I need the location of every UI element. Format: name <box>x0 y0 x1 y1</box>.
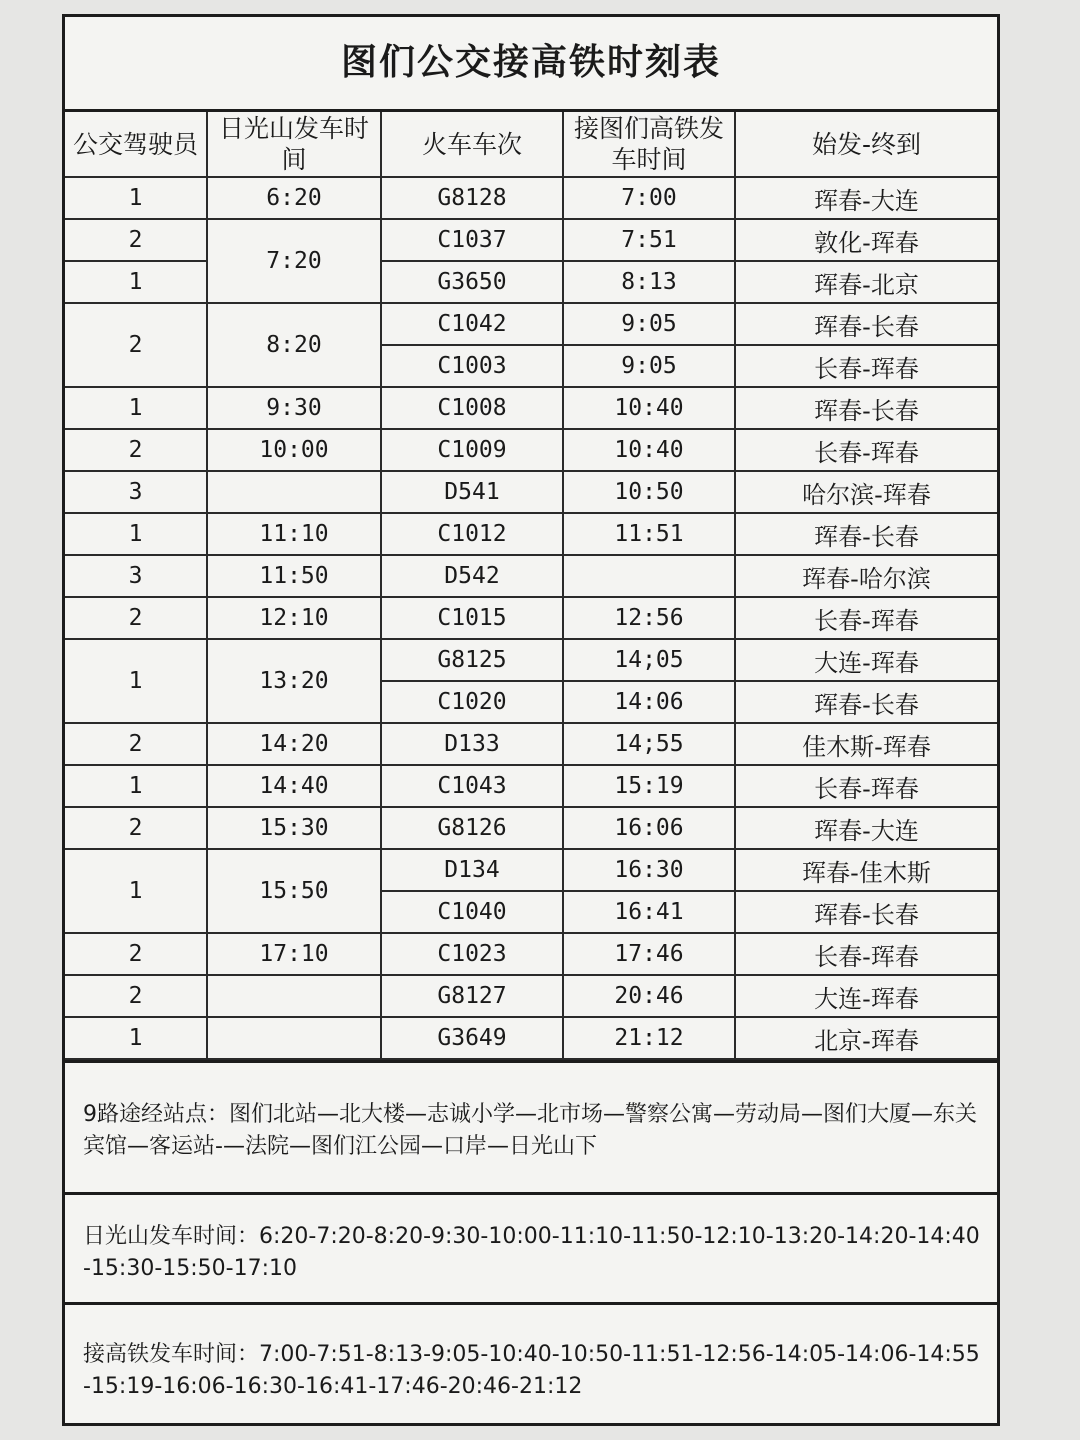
departure-times-summary: 日光山发车时间：6:20-7:20-8:20-9:30-10:00-11:10-11:50-12:10-13:20-14:20-14:40-15:30-15:50-17:10 <box>65 1192 997 1302</box>
page-title: 图们公交接高铁时刻表 <box>65 17 997 112</box>
pickup-times-summary: 接高铁发车时间：7:00-7:51-8:13-9:05-10:40-10:50-11:51-12:56-14:05-14:06-14:55-15:19-16:06-16:30-16:41-17:46-20:46-21:12 <box>65 1302 997 1403</box>
header-driver: 公交驾驶员 <box>65 112 207 177</box>
driver-cell: 2 <box>65 807 207 849</box>
depart-cell: 14:20 <box>207 723 381 765</box>
route-cell: 珲春-哈尔滨 <box>735 555 997 597</box>
driver-cell: 2 <box>65 933 207 975</box>
route-cell: 佳木斯-珲春 <box>735 723 997 765</box>
table-row <box>65 639 997 681</box>
driver-cell: 1 <box>65 261 207 303</box>
depart-cell <box>207 471 381 513</box>
train-cell: G8128 <box>381 177 563 219</box>
depart-cell: 9:30 <box>207 387 381 429</box>
train-cell: D133 <box>381 723 563 765</box>
train-cell: C1020 <box>381 681 563 723</box>
depart-cell: 11:10 <box>207 513 381 555</box>
driver-cell: 2 <box>65 723 207 765</box>
table-row <box>65 387 997 429</box>
train-cell: C1008 <box>381 387 563 429</box>
route-cell: 大连-珲春 <box>735 639 997 681</box>
pickup-cell: 14;05 <box>563 639 735 681</box>
table-row <box>65 177 997 219</box>
driver-cell: 1 <box>65 513 207 555</box>
pickup-cell: 10:40 <box>563 429 735 471</box>
train-cell: G3650 <box>381 261 563 303</box>
driver-cell: 1 <box>65 387 207 429</box>
depart-cell: 7:20 <box>207 219 381 303</box>
schedule-table <box>65 112 997 1060</box>
route-cell: 长春-珲春 <box>735 933 997 975</box>
train-cell: C1040 <box>381 891 563 933</box>
pickup-cell: 20:46 <box>563 975 735 1017</box>
driver-cell: 1 <box>65 765 207 807</box>
table-row <box>65 849 997 891</box>
train-cell: G8126 <box>381 807 563 849</box>
route-9-stops: 9路途经站点：图们北站—北大楼—志诚小学—北市场—警察公寓—劳动局—图们大厦—东关宾馆—客运站-—法院—图们江公园—口岸—日光山下 <box>65 1060 997 1192</box>
train-cell: C1042 <box>381 303 563 345</box>
header-pickup: 接图们高铁发车时间 <box>563 112 735 177</box>
driver-cell: 3 <box>65 555 207 597</box>
route-cell: 珲春-大连 <box>735 177 997 219</box>
header-train: 火车车次 <box>381 112 563 177</box>
driver-cell: 3 <box>65 471 207 513</box>
pickup-cell: 7:51 <box>563 219 735 261</box>
table-row <box>65 597 997 639</box>
table-row <box>65 219 997 261</box>
train-cell: C1023 <box>381 933 563 975</box>
pickup-cell: 12:56 <box>563 597 735 639</box>
table-row <box>65 555 997 597</box>
driver-cell: 1 <box>65 1017 207 1059</box>
route-cell: 长春-珲春 <box>735 345 997 387</box>
driver-cell: 1 <box>65 849 207 933</box>
depart-cell: 14:40 <box>207 765 381 807</box>
timetable-sheet <box>62 14 1000 1426</box>
route-cell: 珲春-长春 <box>735 387 997 429</box>
driver-cell: 2 <box>65 219 207 261</box>
train-cell: C1037 <box>381 219 563 261</box>
route-cell: 珲春-北京 <box>735 261 997 303</box>
table-row <box>65 513 997 555</box>
table-row <box>65 723 997 765</box>
route-cell: 珲春-长春 <box>735 303 997 345</box>
route-cell: 长春-珲春 <box>735 765 997 807</box>
pickup-cell <box>563 555 735 597</box>
driver-cell: 2 <box>65 303 207 387</box>
train-cell: G3649 <box>381 1017 563 1059</box>
header-depart: 日光山发车时间 <box>207 112 381 177</box>
route-cell: 珲春-长春 <box>735 681 997 723</box>
table-row <box>65 303 997 345</box>
route-cell: 珲春-大连 <box>735 807 997 849</box>
table-row <box>65 765 997 807</box>
route-cell: 大连-珲春 <box>735 975 997 1017</box>
train-cell: D134 <box>381 849 563 891</box>
train-cell: D542 <box>381 555 563 597</box>
train-cell: C1043 <box>381 765 563 807</box>
driver-cell: 2 <box>65 429 207 471</box>
table-row <box>65 975 997 1017</box>
depart-cell <box>207 975 381 1017</box>
depart-cell: 8:20 <box>207 303 381 387</box>
depart-cell: 15:30 <box>207 807 381 849</box>
pickup-cell: 14;55 <box>563 723 735 765</box>
route-cell: 长春-珲春 <box>735 597 997 639</box>
train-cell: C1003 <box>381 345 563 387</box>
train-cell: G8127 <box>381 975 563 1017</box>
depart-cell <box>207 1017 381 1059</box>
train-cell: D541 <box>381 471 563 513</box>
route-cell: 哈尔滨-珲春 <box>735 471 997 513</box>
pickup-cell: 14:06 <box>563 681 735 723</box>
table-row <box>65 429 997 471</box>
depart-cell: 11:50 <box>207 555 381 597</box>
pickup-cell: 11:51 <box>563 513 735 555</box>
pickup-cell: 9:05 <box>563 345 735 387</box>
table-row <box>65 261 997 303</box>
driver-cell: 2 <box>65 597 207 639</box>
route-cell: 敦化-珲春 <box>735 219 997 261</box>
table-row <box>65 807 997 849</box>
driver-cell: 1 <box>65 177 207 219</box>
train-cell: C1009 <box>381 429 563 471</box>
pickup-cell: 15:19 <box>563 765 735 807</box>
depart-cell: 17:10 <box>207 933 381 975</box>
table-header-row <box>65 112 997 177</box>
route-cell: 珲春-长春 <box>735 891 997 933</box>
driver-cell: 1 <box>65 639 207 723</box>
depart-cell: 10:00 <box>207 429 381 471</box>
table-row <box>65 933 997 975</box>
pickup-cell: 10:50 <box>563 471 735 513</box>
depart-cell: 12:10 <box>207 597 381 639</box>
pickup-cell: 16:06 <box>563 807 735 849</box>
route-cell: 长春-珲春 <box>735 429 997 471</box>
table-row <box>65 1017 997 1059</box>
pickup-cell: 10:40 <box>563 387 735 429</box>
route-cell: 珲春-佳木斯 <box>735 849 997 891</box>
route-cell: 珲春-长春 <box>735 513 997 555</box>
pickup-cell: 9:05 <box>563 303 735 345</box>
pickup-cell: 21:12 <box>563 1017 735 1059</box>
header-route: 始发-终到 <box>735 112 997 177</box>
pickup-cell: 16:41 <box>563 891 735 933</box>
train-cell: C1015 <box>381 597 563 639</box>
table-row <box>65 471 997 513</box>
depart-cell: 13:20 <box>207 639 381 723</box>
driver-cell: 2 <box>65 975 207 1017</box>
depart-cell: 15:50 <box>207 849 381 933</box>
train-cell: C1012 <box>381 513 563 555</box>
depart-cell: 6:20 <box>207 177 381 219</box>
train-cell: G8125 <box>381 639 563 681</box>
pickup-cell: 16:30 <box>563 849 735 891</box>
pickup-cell: 8:13 <box>563 261 735 303</box>
pickup-cell: 7:00 <box>563 177 735 219</box>
route-cell: 北京-珲春 <box>735 1017 997 1059</box>
pickup-cell: 17:46 <box>563 933 735 975</box>
